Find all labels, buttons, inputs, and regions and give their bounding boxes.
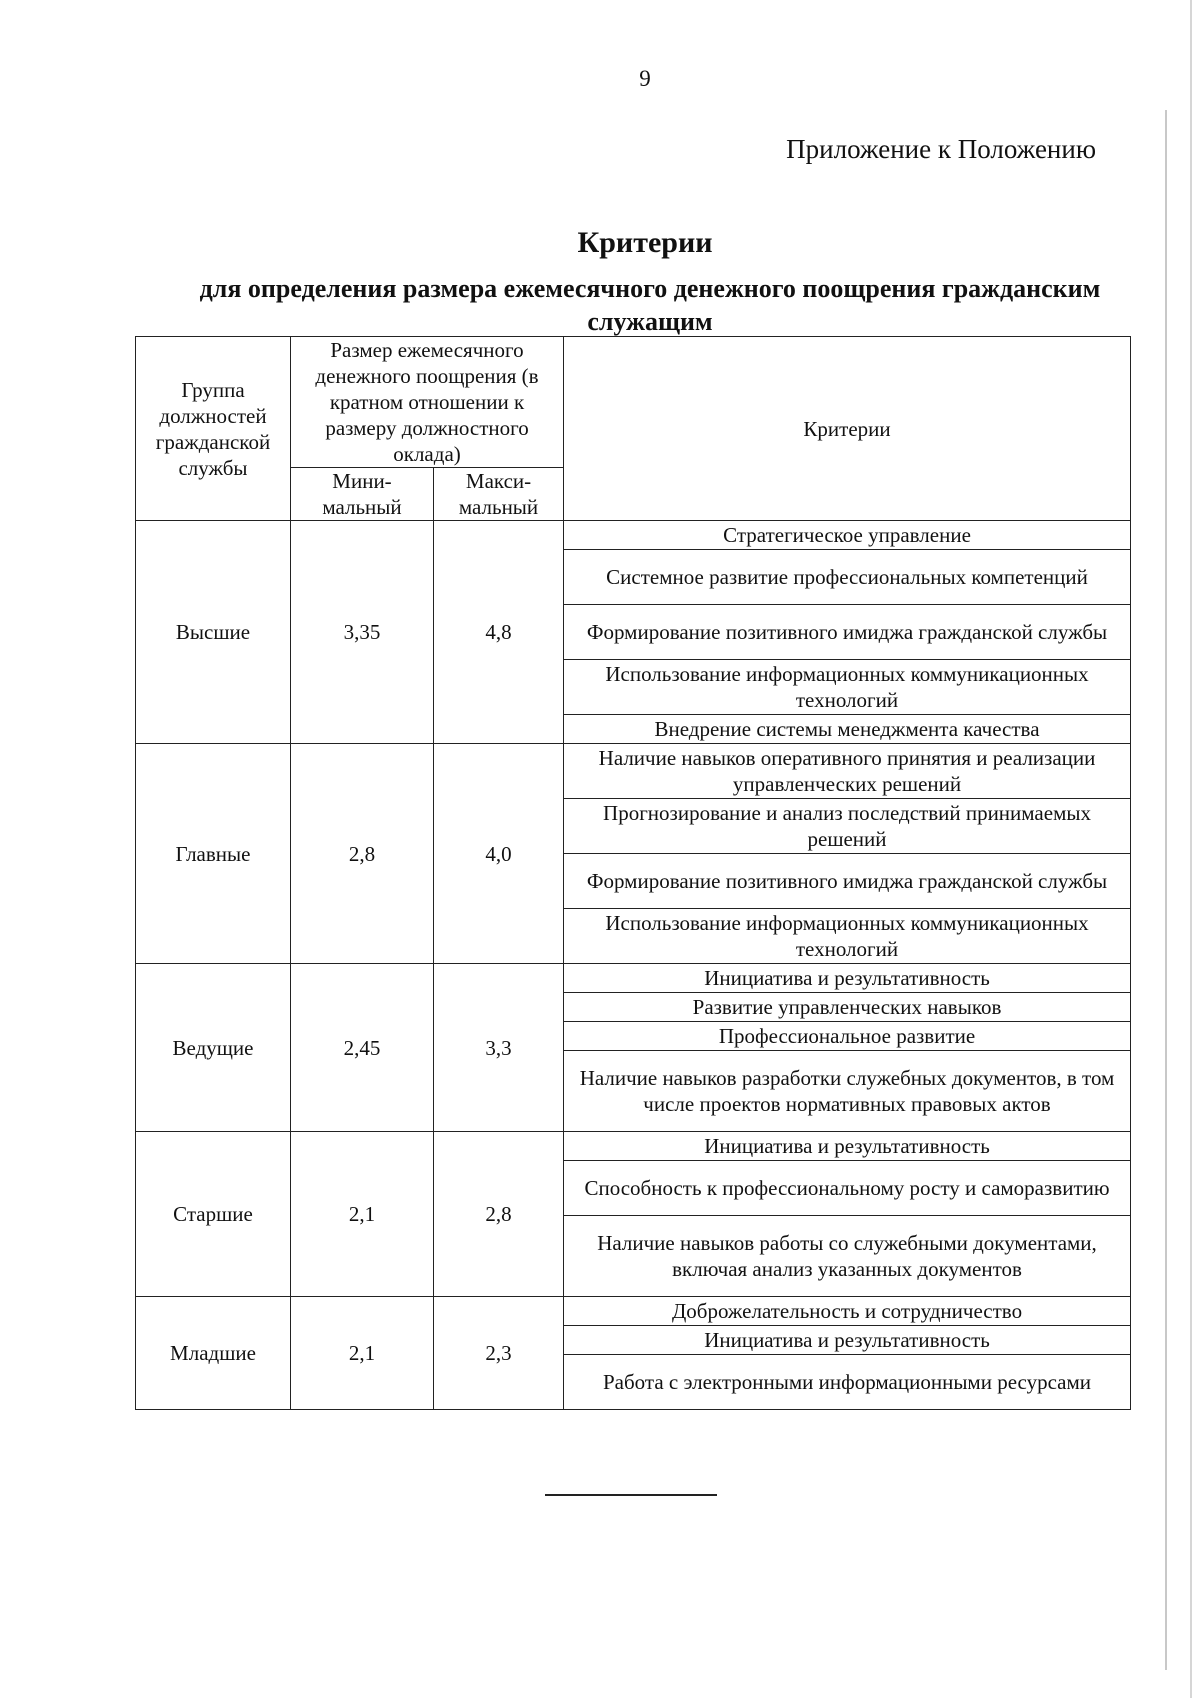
cell-criterion: Профессиональное развитие (564, 1022, 1131, 1051)
cell-criterion: Развитие управленческих навыков (564, 993, 1131, 1022)
cell-max: 2,8 (434, 1132, 564, 1297)
scan-edge-line (1165, 110, 1167, 1670)
header-max: Макси-мальный (434, 468, 564, 521)
header-min: Мини-мальный (291, 468, 434, 521)
cell-criterion: Формирование позитивного имиджа гражданской службы (564, 854, 1131, 909)
cell-min: 2,1 (291, 1132, 434, 1297)
cell-group: Младшие (136, 1297, 291, 1410)
cell-criterion: Работа с электронными информационными ресурсами (564, 1355, 1131, 1410)
cell-criterion: Использование информационных коммуникационных технологий (564, 660, 1131, 715)
cell-criterion: Стратегическое управление (564, 521, 1131, 550)
cell-max: 4,0 (434, 744, 564, 964)
cell-criterion: Прогнозирование и анализ последствий принимаемых решений (564, 799, 1131, 854)
end-rule (545, 1494, 717, 1496)
cell-criterion: Способность к профессиональному росту и саморазвитию (564, 1161, 1131, 1216)
cell-group: Старшие (136, 1132, 291, 1297)
header-size: Размер ежемесячного денежного поощрения (в кратном отношении к размеру должностного оклада) (291, 337, 564, 468)
header-group: Группа должностей гражданской службы (136, 337, 291, 521)
page-number: 9 (639, 66, 651, 91)
cell-criterion: Наличие навыков разработки служебных документов, в том числе проектов нормативных правовых актов (564, 1051, 1131, 1132)
cell-min: 2,45 (291, 964, 434, 1132)
cell-group: Высшие (136, 521, 291, 744)
cell-criterion: Доброжелательность и сотрудничество (564, 1297, 1131, 1326)
cell-max: 4,8 (434, 521, 564, 744)
cell-criterion: Инициатива и результативность (564, 964, 1131, 993)
cell-max: 2,3 (434, 1297, 564, 1410)
criteria-table (135, 336, 1131, 1410)
cell-criterion: Внедрение системы менеджмента качества (564, 715, 1131, 744)
table-row (136, 964, 1131, 993)
document-title: Критерии (577, 226, 713, 259)
cell-criterion: Системное развитие профессиональных компетенций (564, 550, 1131, 605)
cell-min: 3,35 (291, 521, 434, 744)
table-row (136, 744, 1131, 799)
document-subtitle: для определения размера ежемесячного денежного поощрения гражданским служащим (199, 274, 1101, 336)
cell-min: 2,1 (291, 1297, 434, 1410)
cell-criterion: Инициатива и результативность (564, 1132, 1131, 1161)
header-criteria: Критерии (564, 337, 1131, 521)
cell-criterion: Использование информационных коммуникационных технологий (564, 909, 1131, 964)
cell-min: 2,8 (291, 744, 434, 964)
appendix-note: Приложение к Положению (786, 134, 1096, 164)
cell-max: 3,3 (434, 964, 564, 1132)
cell-group: Ведущие (136, 964, 291, 1132)
cell-criterion: Формирование позитивного имиджа гражданской службы (564, 605, 1131, 660)
table-row (136, 521, 1131, 550)
table-row (136, 1132, 1131, 1161)
cell-criterion: Наличие навыков оперативного принятия и реализации управленческих решений (564, 744, 1131, 799)
cell-group: Главные (136, 744, 291, 964)
table-row (136, 1297, 1131, 1326)
cell-criterion: Инициатива и результативность (564, 1326, 1131, 1355)
cell-criterion: Наличие навыков работы со служебными документами, включая анализ указанных документов (564, 1216, 1131, 1297)
